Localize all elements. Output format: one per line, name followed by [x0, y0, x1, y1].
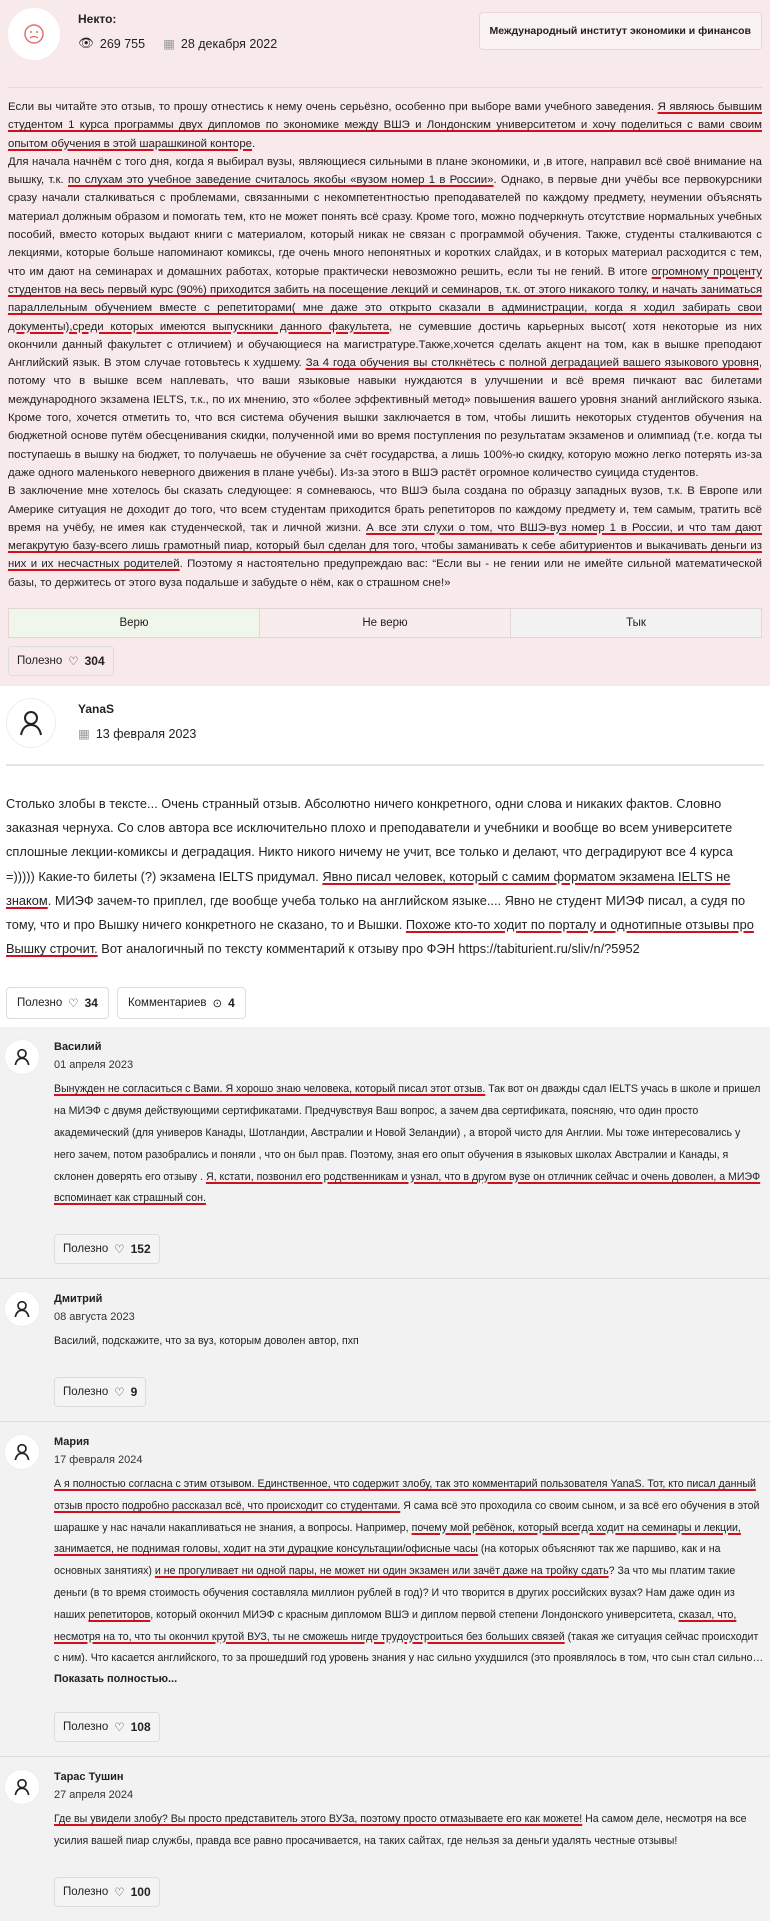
reply-author: YanaS — [78, 702, 115, 717]
text-segment: (такая же ситуация сейчас происходит с ним). Что касается английского, то за прошедший год уровень знания у нас сильно ухудшился (это проявлялось в том, что сын стал сильно — [54, 1630, 759, 1665]
comment-item — [0, 1279, 770, 1422]
calendar-icon: ▦ — [78, 727, 90, 742]
highlighted-text: За 4 года обучения вы столкнётесь с полной деградацией вашего языкового уровня — [305, 357, 759, 370]
comment-author: Дмитрий — [54, 1293, 103, 1306]
useful-label: Полезно — [63, 1885, 109, 1898]
text-segment: , не сумевшие достичь карьерных высот( хотя некоторые из них окончили данный факультет с отличием) и обучающиеся на магистратуре.Также,хочется сделать акцент на том, как в вышке преподают Английский язык. В этом случае готовьтесь к худшему. — [8, 320, 763, 370]
comment-text — [54, 1331, 764, 1353]
useful-button[interactable] — [8, 646, 114, 676]
comments-list — [0, 1027, 770, 1920]
useful-label: Полезно — [63, 1386, 109, 1399]
highlighted-text: репетиторов — [88, 1608, 151, 1621]
comment-author: Тарас Тушин — [54, 1771, 124, 1784]
text-segment: . МИЭФ зачем-то приплел, где вообще учеба только на английском языке.... Явно не студент МИЭФ писал, а судя по тому, что и про Вышку ничего конкретного не сказано, то и Вышки. — [6, 892, 746, 933]
heart-icon: ♡ — [114, 1387, 125, 1400]
useful-button[interactable] — [6, 987, 109, 1019]
highlighted-text: сказал, что, несмотря на то, что ты окончил крутой ВУЗ, ты не сможешь нигде трудоустроиться без больших связей — [54, 1608, 737, 1643]
user-icon — [19, 710, 43, 736]
text-segment: (на которых объясняют так же паршиво, как и на основных занятиях) — [54, 1543, 721, 1578]
reply-text — [6, 792, 764, 961]
review-card — [0, 0, 770, 686]
useful-count: 304 — [84, 654, 105, 669]
highlighted-text: огромному проценту студентов на весь первый курс (90%) приходится забить на посещение лекций и семинаров, т.к. от этого никакого толку, и начать заниматься параллельным обучением вместе с репетиторами( мне даже это открыто сказали в администрации, когда я ходил забирать свои документы),среди которых имеются выпускники данного факультета — [8, 265, 762, 333]
highlighted-text: Где вы увидели злобу? Вы просто представитель этого ВУЗа, поэтому просто отмазываете его как можете! — [54, 1813, 583, 1826]
user-icon — [14, 1778, 30, 1796]
comments-label: Комментариев — [127, 997, 207, 1010]
useful-label: Полезно — [17, 997, 63, 1010]
review-date: 28 декабря 2022 — [180, 36, 278, 51]
highlighted-text: и не прогуливает ни одной пары, не может ни один экзамен или зачёт даже на тройку сдать — [154, 1565, 609, 1578]
highlighted-text: Похоже кто-то ходит по порталу и однотипные отзывы про Вышку строчит. — [6, 917, 754, 957]
comment-author: Мария — [54, 1436, 90, 1449]
comment-icon: ⊙ — [212, 998, 223, 1011]
comment-date: 01 апреля 2023 — [54, 1059, 134, 1072]
comment-date: 17 февраля 2024 — [54, 1454, 143, 1467]
text-segment: В заключение мне хотелось бы сказать следующее: я сомневаюсь, что ВШЭ была создана по образцу западных вузов, т.к. В Европе или Америке ситуация не доходит до того, что всем студентам приходится брать репетиторов по каждому предмету и, тем самым, тратить всё время на учёбу, не имея как студенческой, так и личной жизни. — [8, 485, 762, 534]
avatar — [4, 1291, 40, 1327]
useful-button[interactable] — [54, 1877, 160, 1907]
text-segment: . Однако, в первые дни учёбы все первокурсники сразу начали сталкиваться с проблемами, связанными с некомпетентностью преподавателей по каждому предмету, неумении объяснять материал должным образом и помогать тем, кто не может понять всё сразу. Кроме того, можно подчеркнуть отсутствие нормальных учебных пособий, вместо которых выдают книги с материалом, который никак не связан с программой обучения. Также, студенты сталкиваются с лекциями, которые больше напоминают комиксы, где очень много непонятных и коротких слайдах, и в которых материал расходится с тем, что им дают на семинарах и домашних работах, которые практически невозможно решить, если ты не гений. В итоге — [8, 174, 762, 278]
text-segment: Столько злобы в тексте... Очень странный отзыв. Абсолютно ничего конкретного, одни слова и никаких фактов. Словно заказная чернуха. Со слов автора все исключительно плохо и преподаватели и учебники и вообще во всем университете сплошные лекции-комиксы и деградация. Никто никого ничему не учит, все только и делают, что деградируют все 4 курса =))))) Какие-то билеты (?) экзамена IELTS придумал. — [6, 796, 733, 884]
highlighted-text: Явно писал человек, который с самим форматом экзамена IELTS не знаком — [6, 868, 731, 908]
comment-date: 27 апреля 2024 — [54, 1789, 134, 1802]
text-segment: На самом деле, несмотря на все усилия вашей пиар службы, правда все равно просачивается, на таких сайтах, где нельзя за деньги удалять честные отзывы! — [54, 1813, 747, 1847]
text-segment: Если вы читайте это отзыв, то прошу отнестись к нему очень серьёзно, особенно при выборе вами учебного заведения. — [8, 101, 658, 113]
vote-disbelieve-button[interactable]: Не верю — [260, 609, 511, 637]
user-icon — [14, 1443, 30, 1461]
comments-button[interactable] — [117, 987, 246, 1019]
calendar-icon: ▦ — [163, 37, 175, 51]
useful-label: Полезно — [17, 655, 63, 668]
useful-label: Полезно — [63, 1721, 109, 1734]
highlighted-text: по слухам это учебное заведение считалось якобы «вузом номер 1 в России» — [67, 174, 494, 187]
comment-item — [0, 1422, 770, 1757]
user-icon — [14, 1300, 30, 1318]
text-segment: Так вот он дважды сдал IELTS учась в школе и пришел на МИЭФ с двумя действующими сертификатами. Предчувствуя Ваш вопрос, а зачем два сертификата, поясняю, что один просто академический (для универов Канады, Шотландии, Австралии и Новой Зеландии) , а второй чисто для Англии. Мы тоже интересовались у него зачем, потом разобрались и поняли , что он был прав. Поэтому, зная его опыт обучения в языковых школах Австралии и Канады, я склонен доверять его отзыву . — [54, 1083, 761, 1183]
useful-count: 108 — [130, 1720, 151, 1735]
reply-card — [0, 686, 770, 1019]
highlighted-text: Вынужден не согласиться с Вами. Я хорошо знаю человека, который писал этот отзыв. — [54, 1083, 486, 1096]
useful-button[interactable] — [54, 1712, 160, 1742]
text-segment: ? За что мы платим такие деньги (в то время стоимость обучения составляла миллион рублей в год)? И что творится в других российских вузах? Нам даже один из наших — [54, 1565, 736, 1621]
avatar — [4, 1434, 40, 1470]
show-more-link[interactable]: Показать полностью... — [54, 1673, 178, 1686]
heart-icon: ♡ — [114, 1244, 125, 1257]
highlighted-text: А все эти слухи о том, что ВШЭ-вуз номер 1 в России, и что там дают мегакрутую базу-всего лишь грамотный пиар, который был сделан для того, чтобы заманивать к себе абитуриентов и выкачивать деньги из них и их несчастных родителей — [8, 521, 763, 571]
divider — [6, 764, 764, 766]
vote-bar — [8, 608, 762, 638]
avatar — [4, 1769, 40, 1805]
institute-badge[interactable]: Международный институт экономики и финансов — [479, 12, 762, 50]
avatar — [8, 8, 60, 60]
text-segment: , потому что в вышке всем наплевать, что ваши языковые навыки нуждаются в улучшении и всё время пичкают вас билетами международного экзамена IELTS, т.к., по их мнению, это «более эффективный метод» повышения вашего уровня знаний английского языка. Кроме того, хочется отметить то, что вся система обучения вышки заключается в том, чтобы лишить некоторых студентов обучения на бюджетной основе путём обесценивания скидки, полученной ими во время поступления по результатам экзаменов и олимпиад (т.е. когда ты поступаешь в вышку на бюджет, то получаешь не обучение за счёт государства, а лишь 100%-ю скидку, которую можно легко потерять из-за даже одного маленького неверного движения в плане учёбы). Из-за этого в ВШЭ растёт огромное количество суицида студентов. — [8, 357, 762, 479]
useful-count: 152 — [130, 1242, 151, 1257]
comment-item — [0, 1757, 770, 1921]
text-segment: Вот аналогичный по тексту комментарий к отзыву про ФЭН https://tabiturient.ru/sliv/n/?5952 — [97, 941, 640, 957]
comments-count: 4 — [228, 996, 235, 1011]
comment-author: Василий — [54, 1041, 102, 1054]
text-segment: , который окончил МИЭФ с красным дипломом ВШЭ и диплом первой степени Лондонского университета, — [150, 1608, 679, 1621]
text-segment: Василий, подскажите, что за вуз, которым доволен автор, пхп — [54, 1335, 359, 1348]
avatar — [6, 698, 56, 748]
text-segment: Для начала начнём с того дня, когда я выбирал вузы, являющиеся сильными в плане экономики, и ,в итоге, направил всё своё внимание на вышку, т.к. — [8, 155, 762, 187]
text-segment: Я сама всё это проходила со своим сыном, и за всё его обучения в этой шарашке у нас начали накапливаться не знания, а вопросы. Например, — [54, 1499, 760, 1534]
user-icon — [14, 1048, 30, 1066]
sad-face-icon — [23, 23, 45, 45]
eye-icon: 👁 — [78, 36, 94, 50]
comment-item — [0, 1027, 770, 1279]
highlighted-text: Я, кстати, позвонил его родственникам и узнал, что в другом вузе он отличник сейчас и очень доволен, а МИЭФ вспоминает как страшный сон. — [54, 1170, 761, 1205]
heart-icon: ♡ — [68, 998, 79, 1011]
comment-date: 08 августа 2023 — [54, 1311, 135, 1324]
highlighted-text: Я являюсь бывшим студентом 1 курса программы двух дипломов по экономике между ВШЭ и Лондонским университетом и хочу поделиться с вами своим опытом обучения в этой шарашкиной конторе — [8, 101, 762, 150]
vote-believe-button[interactable]: Верю — [9, 609, 260, 637]
avatar — [4, 1039, 40, 1075]
review-author: Некто: — [78, 12, 117, 26]
review-text — [8, 98, 762, 592]
heart-icon: ♡ — [114, 1886, 125, 1899]
highlighted-text: А я полностью согласна с этим отзывом. Единственное, что содержит злобу, так это комментарий пользователя YanaS. Тот, кто писал данный отзыв просто подробно рассказал всё, что происходит со студентами. — [54, 1478, 756, 1512]
highlighted-text: почему мой ребёнок, который всегда ходит на семинары и лекции, занимается, не поднимая головы, ходит на эти дурацкие консультации/офисные часы — [54, 1521, 741, 1556]
useful-button[interactable] — [54, 1234, 160, 1264]
useful-count: 34 — [84, 996, 98, 1011]
comment-text — [54, 1079, 764, 1210]
views-count: 269 755 — [99, 36, 146, 51]
vote-neutral-button[interactable]: Тык — [511, 609, 761, 637]
comment-text — [54, 1474, 764, 1670]
useful-button[interactable] — [54, 1377, 146, 1407]
useful-count: 100 — [130, 1884, 151, 1899]
text-segment: . Поэтому я настоятельно предупреждаю вас: “Если вы - не гении или не имейте сильной математической базы, то держитесь от этого вуза подальше и забудьте о нём, как о страшном сне!» — [8, 558, 762, 589]
heart-icon: ♡ — [114, 1722, 125, 1735]
useful-label: Полезно — [63, 1243, 109, 1256]
text-segment: . — [252, 137, 256, 150]
useful-count: 9 — [130, 1385, 138, 1400]
comment-text — [54, 1809, 764, 1853]
heart-icon: ♡ — [68, 656, 79, 669]
reply-date: 13 февраля 2023 — [95, 726, 197, 741]
